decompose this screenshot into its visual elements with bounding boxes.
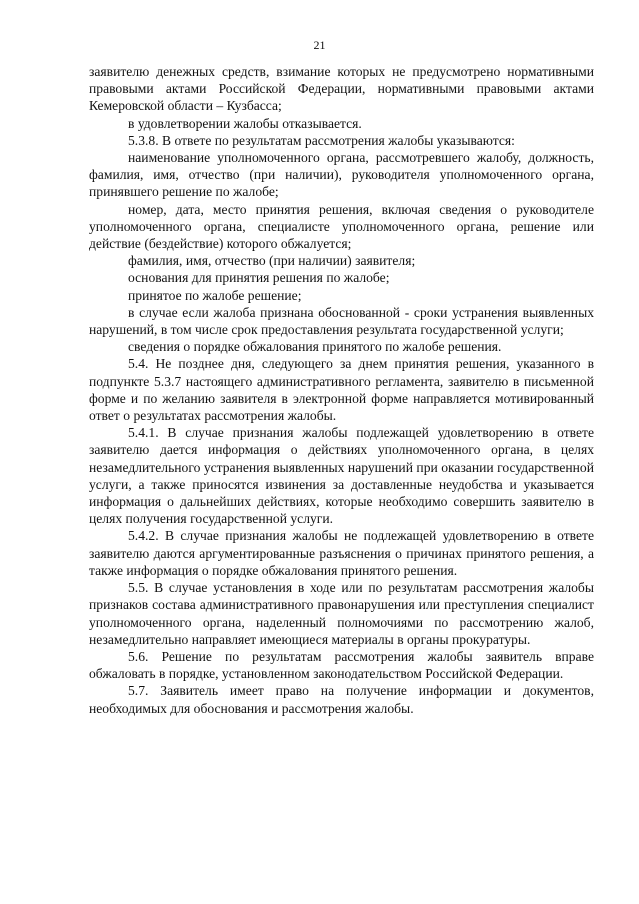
paragraph-5-4: 5.4. Не позднее дня, следующего за днем принятия решения, указанного в подпункте 5.3.7 настоящего административного регламента, заявителю в письменной форме и по желанию заявителя в электронной форме направляется мотивированный ответ о результатах рассмотрения жалобы.	[89, 356, 594, 424]
paragraph-5-4-1: 5.4.1. В случае признания жалобы подлежащей удовлетворению в ответе заявителю дается информация о действиях уполномоченного органа, в целях незамедлительного устранения выявленных нарушений при оказании государственной услуги, а также приносятся извинения за доставленные неудобства и указывается информация о дальнейших действиях, которые необходимо совершить заявителю в целях получения государственной услуги.	[89, 425, 594, 527]
paragraph-5-5: 5.5. В случае установления в ходе или по результатам рассмотрения жалобы признаков состава административного правонарушения или преступления специалист уполномоченного органа, наделенный полномочиями по рассмотрению жалоб, незамедлительно направляет имеющиеся материалы в органы прокуратуры.	[89, 580, 594, 647]
paragraph-5-4-2: 5.4.2. В случае признания жалобы не подлежащей удовлетворению в ответе заявителю даются аргументированные разъяснения о причинах принятого решения, а также информация о порядке обжалования принятого решения.	[89, 528, 594, 578]
paragraph: основания для принятия решения по жалобе;	[128, 270, 390, 286]
paragraph: принятое по жалобе решение;	[128, 287, 302, 303]
paragraph: в случае если жалоба признана обоснованной - сроки устранения выявленных нарушений, в том числе срок предоставления результата государственной услуги;	[89, 304, 594, 338]
document-body	[89, 63, 594, 717]
paragraph-5-3-8: 5.3.8. В ответе по результатам рассмотрения жалобы указываются:	[128, 132, 515, 148]
paragraph: фамилия, имя, отчество (при наличии) заявителя;	[128, 253, 416, 269]
paragraph-5-6: 5.6. Решение по результатам рассмотрения жалобы заявитель вправе обжаловать в порядке, установленном законодательством Российской Федерации.	[89, 648, 594, 682]
paragraph-5-7: 5.7. Заявитель имеет право на получение информации и документов, необходимых для обоснования и рассмотрения жалобы.	[89, 683, 594, 716]
paragraph-continuation: заявителю денежных средств, взимание которых не предусмотрено нормативными правовыми актами Российской Федерации, нормативными правовыми актами Кемеровской области – Кузбасса;	[89, 64, 594, 114]
paragraph: наименование уполномоченного органа, рассмотревшего жалобу, должность, фамилия, имя, отчество (при наличии), руководителя уполномоченного органа, принявшего решение по жалобе;	[89, 150, 594, 200]
paragraph: в удовлетворении жалобы отказывается.	[128, 115, 362, 131]
paragraph: номер, дата, место принятия решения, включая сведения о руководителе уполномоченного органа, специалисте уполномоченного органа, решение или действие (бездействие) которого обжалуется;	[89, 201, 594, 252]
paragraph: сведения о порядке обжалования принятого по жалобе решения.	[128, 339, 502, 355]
page-number: 21	[313, 38, 326, 52]
